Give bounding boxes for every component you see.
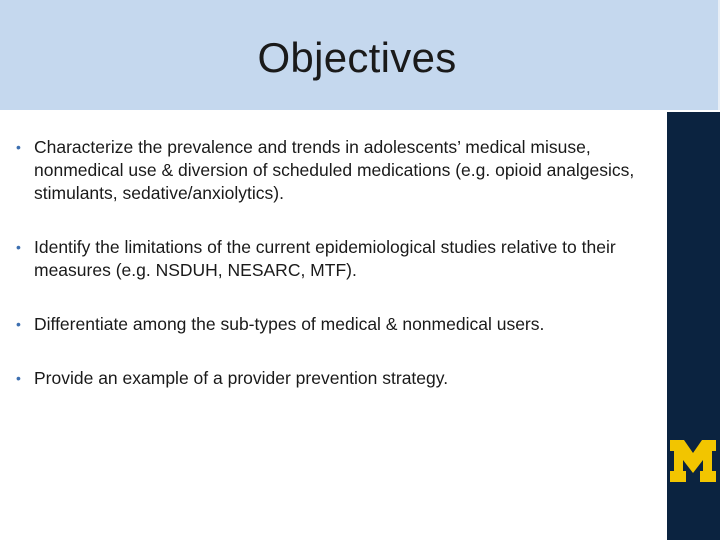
title-band: [0, 0, 720, 110]
content-area: [16, 136, 661, 421]
bullet-item: • Provide an example of a provider prevention strategy.: [16, 367, 661, 390]
bullet-item: • Differentiate among the sub-types of medical & nonmedical users.: [16, 313, 661, 336]
bullet-item: • Characterize the prevalence and trends in adolescents’ medical misuse, nonmedical use & diversion of scheduled medications (e.g. opioid analgesics, stimulants, sedative/anxiolytics).: [16, 136, 661, 205]
bullet-list: [16, 136, 661, 390]
slide-title: Objectives: [257, 34, 457, 81]
block-m-shape: [670, 440, 716, 482]
block-m-logo-icon: [670, 440, 716, 482]
bullet-item: • Identify the limitations of the current epidemiological studies relative to their measures (e.g. NSDUH, NESARC, MTF).: [16, 236, 661, 282]
side-bar: [667, 112, 720, 540]
